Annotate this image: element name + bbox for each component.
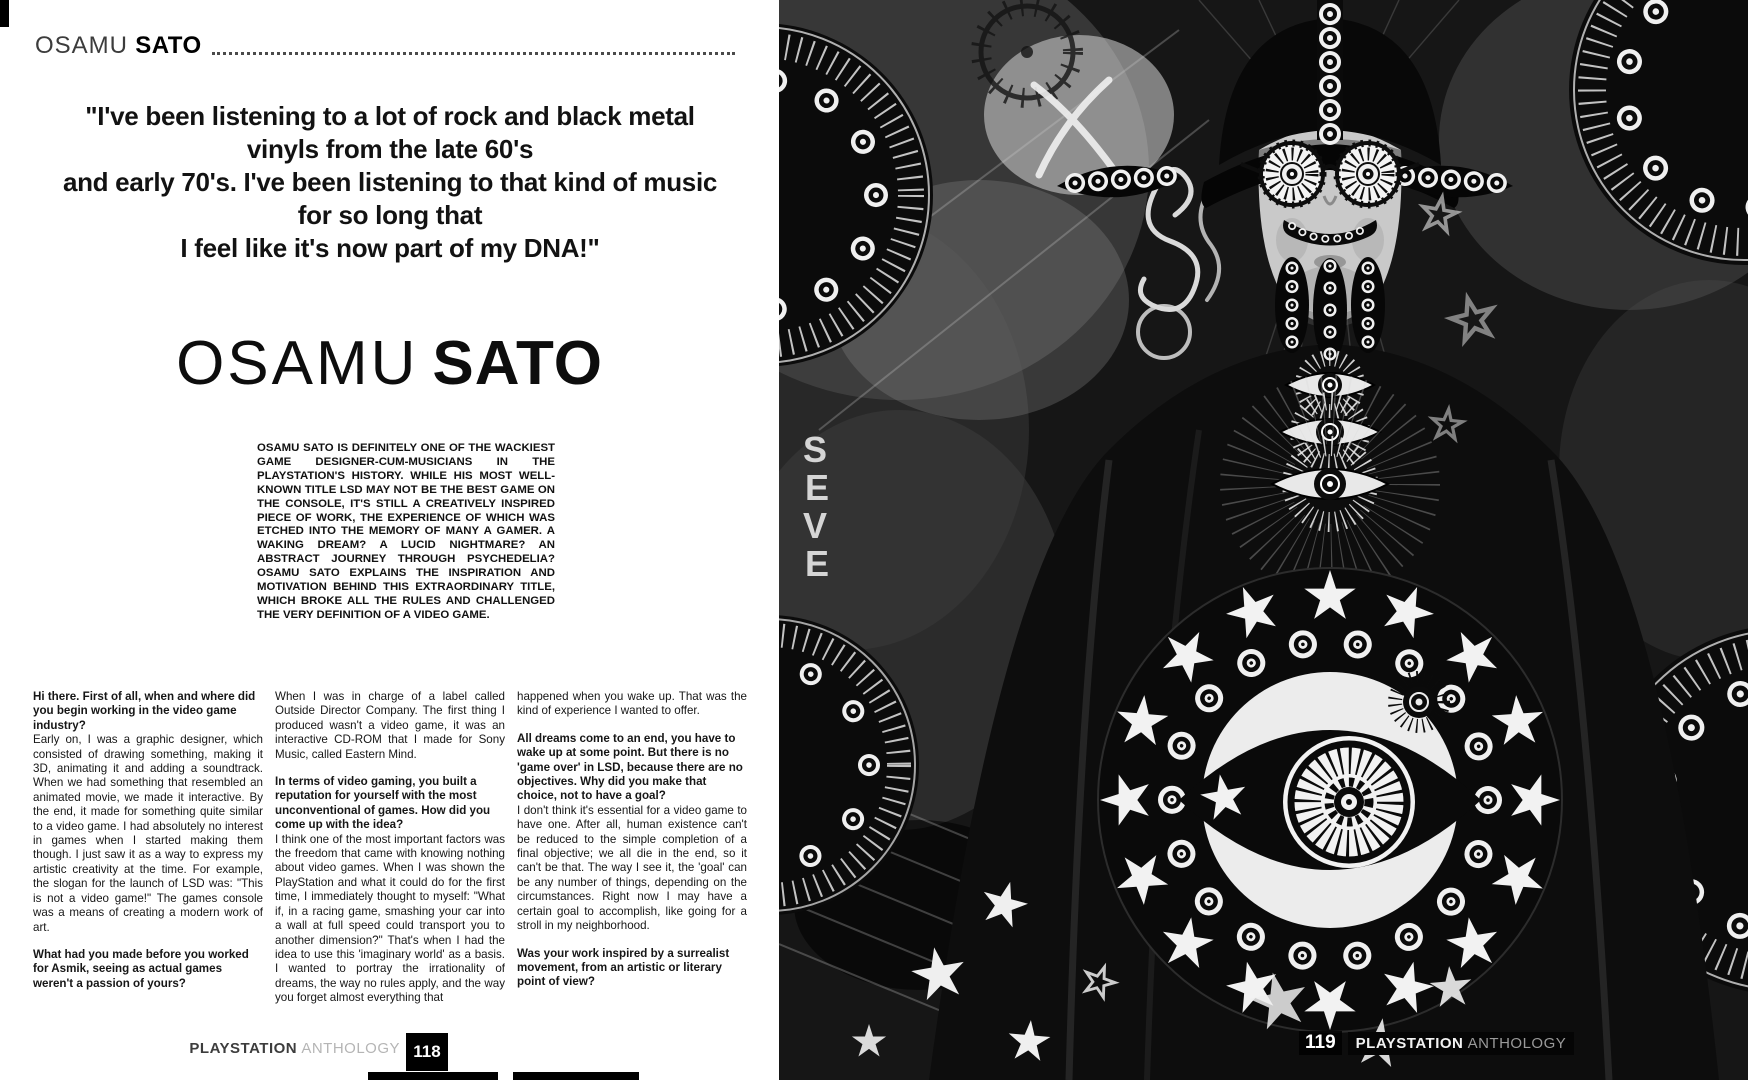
running-header: [35, 32, 735, 60]
interview-answer: When I was in charge of a label called Outside Director Company. The first thing I produced wasn't a video game, it was an interactive CD-ROM that I made for Sony Music, called Eastern Mind.: [275, 690, 505, 761]
interview-question: In terms of video gaming, you built a reputation for yourself with the most unconventional of games. How did you come up with the idea?: [275, 775, 491, 832]
graffiti-text: [803, 429, 829, 584]
intro-paragraph: OSAMU SATO IS DEFINITELY ONE OF THE WACKIEST GAME DESIGNER-CUM-MUSICIANS IN THE PLAYSTATION'S HISTORY. WHILE HIS MOST WELL-KNOWN TITLE LSD MAY NOT BE THE BEST GAME ON THE CONSOLE, IT'S STILL A CREATIVELY INSPIRED PIECE OF WORK, THE EXPERIENCE OF WHICH WAS ETCHED INTO THE MEMORY OF MANY A GAMER. A WAKING DREAM? A LUCID NIGHTMARE? AN ABSTRACT JOURNEY THROUGH PSYCHEDELIA? OSAMU SATO EXPLAINS THE INSPIRATION AND MOTIVATION BEHIND THIS EXTRAORDINARY TITLE, WHICH BROKE ALL THE RULES AND CHALLENGED THE VERY DEFINITION OF A VIDEO GAME.: [257, 442, 555, 621]
footer-left: [0, 1031, 450, 1069]
footer-brand-light: ANTHOLOGY: [1467, 1034, 1567, 1052]
page-title-light: OSAMU: [176, 329, 419, 398]
page-title: [0, 328, 779, 399]
interview-question: Hi there. First of all, when and where did you begin working in the video game industry?: [33, 690, 256, 732]
header-name-bold: SATO: [135, 32, 202, 59]
interview-question: What had you made before you worked for Asmik, seeing as actual games weren't a passion of yours?: [33, 947, 249, 990]
left-lens: [1261, 143, 1323, 205]
page-edge-mark: [0, 0, 9, 27]
header-dotted-rule: [212, 52, 735, 55]
mandala-iris: [1283, 736, 1415, 868]
pull-quote: [48, 100, 732, 265]
footer-brand-bold: PLAYSTATION: [189, 1040, 298, 1057]
footer-right: [1299, 1031, 1574, 1055]
graffiti-letter: E: [805, 543, 830, 584]
interview-column-1: [33, 690, 263, 1006]
left-page: [0, 0, 779, 1080]
graffiti-letter: V: [803, 505, 828, 546]
interview-columns: [33, 690, 747, 1006]
graffiti-letter: S: [803, 429, 828, 470]
footer-brand-light: ANTHOLOGY: [301, 1040, 400, 1057]
page-title-bold: SATO: [432, 329, 603, 398]
right-lens: [1337, 143, 1399, 205]
osamu-sato-artwork: [779, 0, 1748, 1080]
interview-column-3: [517, 690, 747, 1006]
mandala-eye: [1098, 568, 1562, 1032]
pull-quote-line: "I've been listening to a lot of rock and black metal vinyls from the late 60's: [85, 101, 695, 165]
footer-brand: [189, 1040, 400, 1057]
graffiti-letter: E: [805, 467, 830, 508]
interview-question: All dreams come to an end, you have to wake up at some point. But there is no 'game over' in LSD, because there are no objectives. Why did you make that choice, not to have a goal?: [517, 731, 743, 803]
interview-answer: happened when you wake up. That was the kind of experience I wanted to offer.: [517, 690, 747, 718]
running-header-name: [35, 32, 202, 60]
interview-answer: I think one of the most important factors was the freedom that came with knowing nothing about video games. When I was shown the PlayStation and what it could do for the first time, I immediately thought to myself: "What if, in a racing game, smashing your car into a wall at full speed could transport you to another dimension?" That's when I had the idea to use this 'imaginary world' as a basis. I wanted to portray the irrationality of dreams, the way no rules apply, and the way you forget almost everything that: [275, 832, 505, 1005]
footer-brand-bold: PLAYSTATION: [1355, 1034, 1464, 1052]
beard-pods: [1275, 257, 1385, 362]
right-page: [779, 0, 1748, 1080]
pull-quote-line: I feel like it's now part of my DNA!": [180, 233, 600, 264]
interview-answer: I don't think it's essential for a video game to have one. After all, human existence can't be reduced to the simple completion of a final objective; we all die in the end, so it can't be that. The way I see it, the 'goal' can be any number of things, depending on the circumstances. Right now I may have a certain goal to accomplish, like going for a stroll in my neighborhood.: [517, 803, 747, 933]
forehead-rosette-strip: [1317, 0, 1343, 140]
page-number-badge: 118: [406, 1033, 448, 1071]
header-name-light: OSAMU: [35, 32, 129, 59]
interview-answer: Early on, I was a graphic designer, which consisted of drawing something, making it 3D, animating it and adding a soundtrack. When we had something that resembled an animated movie, we made it interactive. By the end, it made for something quite similar to a video game. I had absolutely no interest in games when I started making them though. I just saw it as a way to express my artistic creativity at the time. For example, the slogan for the launch of LSD was: "This is not a video game!" The games console was a means of creating a modern work of art.: [33, 733, 263, 934]
interview-column-2: [275, 690, 505, 1006]
footer-brand: [1348, 1032, 1575, 1055]
page-edge-mark: [513, 1072, 639, 1080]
interview-question: Was your work inspired by a surrealist movement, from an artistic or literary point of view?: [517, 946, 730, 989]
pull-quote-line: and early 70's. I've been listening to that kind of music for so long that: [62, 167, 718, 231]
page-number-badge: 119: [1299, 1031, 1342, 1055]
page-edge-mark: [368, 1072, 498, 1080]
